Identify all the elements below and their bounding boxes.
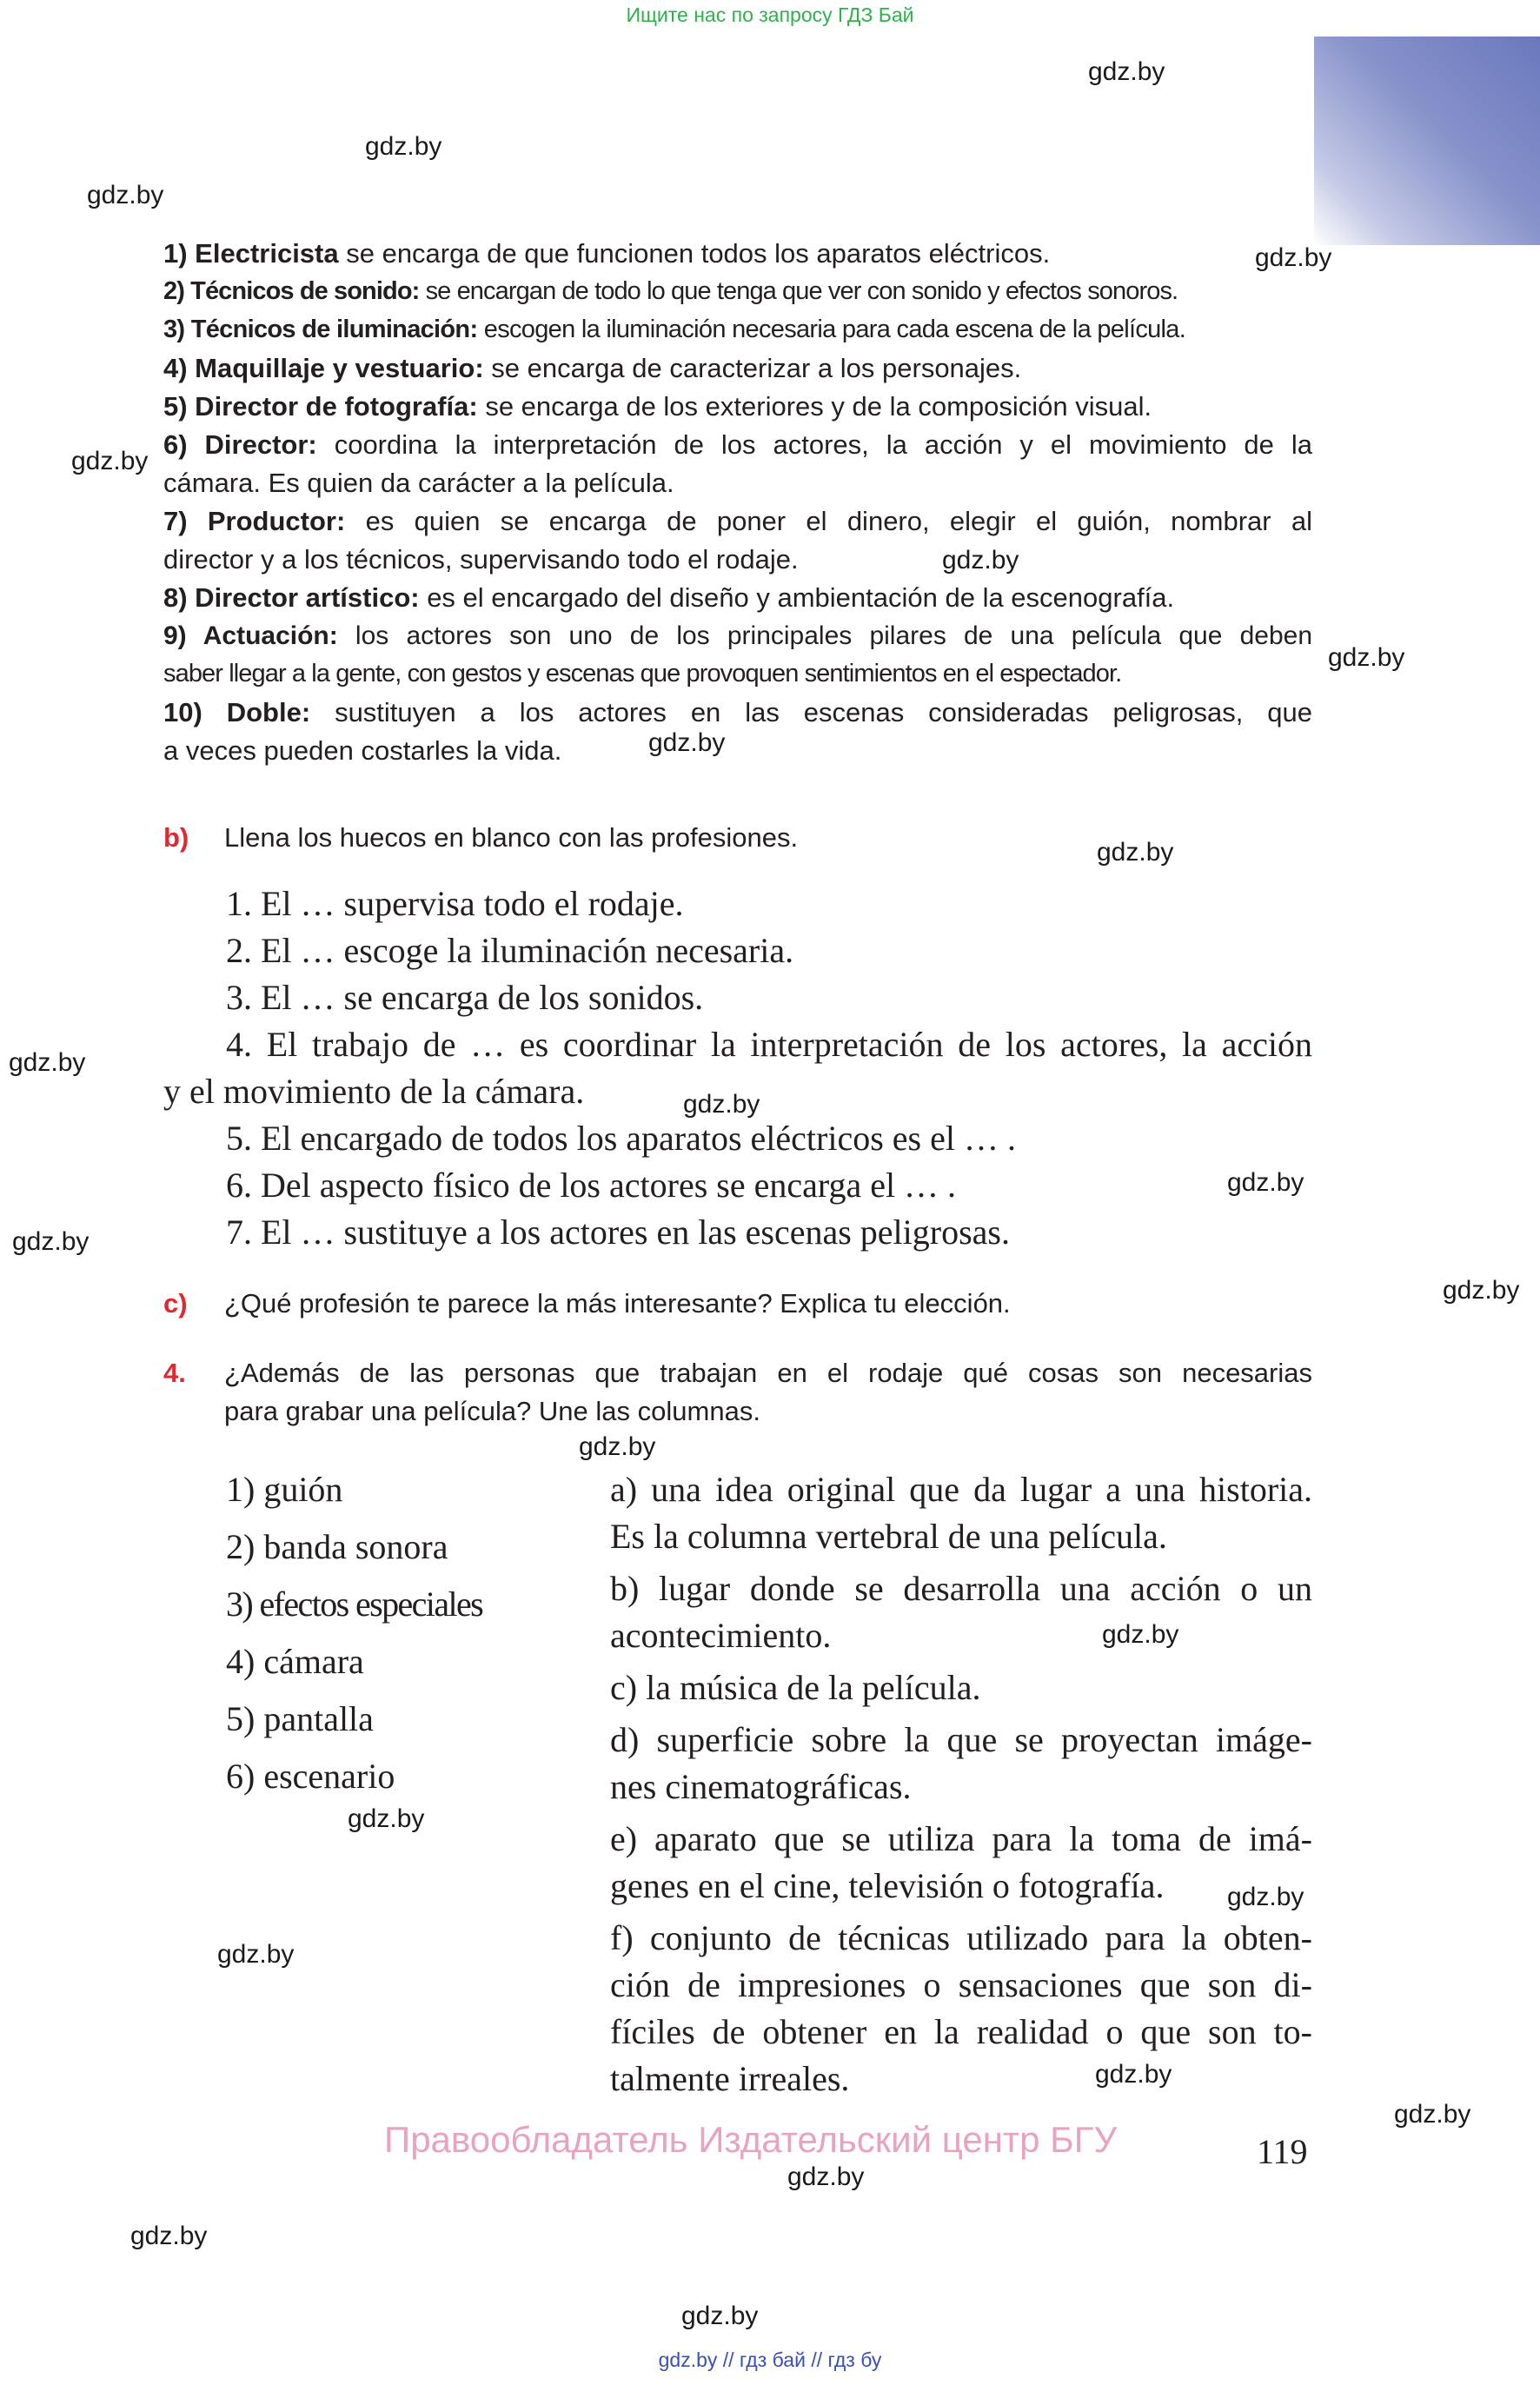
copyright-notice: Правообладатель Издательский центр БГУ	[384, 2119, 1118, 2160]
watermark: gdz.by	[365, 132, 442, 161]
definition-item: 5) Director de fotografía: se encarga de los exteriores y de la composición visual.	[163, 391, 1152, 422]
top-search-note: Ищите нас по запросу ГДЗ Бай	[626, 3, 914, 26]
definition-continuation: director y a los técnicos, supervisando todo el rodaje.	[163, 544, 799, 575]
task-c-instruction: ¿Qué profesión te parece la más interesante? Explica tu elección.	[224, 1288, 1011, 1319]
definition-option: a) una idea original que da lugar a una historia.	[610, 1470, 1312, 1509]
watermark: gdz.by	[217, 1940, 295, 1969]
definition-item: 1) Electricista se encarga de que funcionen todos los aparatos eléctricos.	[163, 238, 1051, 269]
watermark: gdz.by	[1227, 1168, 1304, 1197]
watermark: gdz.by	[1394, 2100, 1471, 2129]
watermark: gdz.by	[648, 728, 726, 757]
definition-option: c) la música de la película.	[610, 1668, 981, 1707]
watermark: gdz.by	[1255, 243, 1332, 272]
task-b-instruction: Llena los huecos en blanco con las profesiones.	[224, 822, 799, 853]
term-item: 1) guión	[226, 1470, 343, 1509]
fill-blank-item: 4. El trabajo de … es coordinar la interpretación de los actores, la acción	[226, 1025, 1312, 1064]
definition-option-continuation: talmente irreales.	[610, 2059, 850, 2098]
definition-option-continuation: fíciles de obtener en la realidad o que son to-	[610, 2012, 1312, 2051]
watermark: gdz.by	[1227, 1883, 1304, 1911]
watermark: gdz.by	[1102, 1620, 1179, 1649]
definition-item: 4) Maquillaje y vestuario: se encarga de caracterizar a los personajes.	[163, 353, 1022, 383]
definition-item: 2) Técnicos de sonido: se encargan de todo lo que tenga que ver con sonido y efectos sonoros.	[163, 277, 1178, 305]
definition-option-continuation: ción de impresiones o sensaciones que son di-	[610, 1965, 1312, 2004]
definition-item: 7) Productor: es quien se encarga de poner el dinero, elegir el guión, nombrar al	[163, 506, 1312, 536]
term-item: 2) banda sonora	[226, 1527, 448, 1566]
term-item: 6) escenario	[226, 1757, 395, 1796]
corner-decoration	[1314, 37, 1540, 245]
definition-item: 10) Doble: sustituyen a los actores en las escenas consideradas peligrosas, que	[163, 697, 1312, 727]
term-item: 3) efectos especiales	[226, 1584, 483, 1624]
fill-blank-item: 3. El … se encarga de los sonidos.	[226, 978, 704, 1017]
definition-continuation: saber llegar a la gente, con gestos y escenas que provoquen sentimientos en el espectador.	[163, 660, 1122, 688]
definition-continuation: a veces pueden costarles la vida.	[163, 735, 562, 766]
definition-option: f) conjunto de técnicas utilizado para la obten-	[610, 1918, 1312, 1957]
watermark: gdz.by	[71, 447, 149, 475]
fill-blank-item: 6. Del aspecto físico de los actores se encarga el … .	[226, 1166, 957, 1205]
definition-item: 9) Actuación: los actores son uno de los principales pilares de una película que deben	[163, 621, 1312, 650]
task-4-label: 4.	[163, 1358, 186, 1388]
watermark: gdz.by	[787, 2162, 865, 2191]
task-c-label: c)	[163, 1288, 188, 1319]
definition-item: 6) Director: coordina la interpretación de los actores, la acción y el movimiento de la	[163, 429, 1312, 460]
fill-blank-item: 5. El encargado de todos los aparatos eléctricos es el … .	[226, 1119, 1016, 1158]
watermark: gdz.by	[683, 1090, 760, 1119]
watermark: gdz.by	[681, 2302, 759, 2330]
page-number: 119	[1257, 2132, 1308, 2171]
definition-option: b) lugar donde se desarrolla una acción o un	[610, 1569, 1312, 1608]
watermark: gdz.by	[12, 1227, 90, 1256]
watermark: gdz.by	[1443, 1276, 1520, 1305]
definition-option-continuation: acontecimiento.	[610, 1616, 832, 1655]
watermark: gdz.by	[348, 1804, 425, 1833]
definition-option: d) superficie sobre la que se proyectan imáge-	[610, 1720, 1312, 1759]
definition-option-continuation: genes en el cine, televisión o fotografía.	[610, 1866, 1165, 1905]
watermark: gdz.by	[1328, 643, 1405, 672]
definition-continuation: cámara. Es quien da carácter a la película.	[163, 468, 674, 498]
task-4-instruction: ¿Además de las personas que trabajan en el rodaje qué cosas son necesarias	[224, 1358, 1312, 1388]
footer-links: gdz.by // гдз бай // гдз бу	[658, 2348, 882, 2371]
watermark: gdz.by	[1088, 57, 1165, 86]
watermark: gdz.by	[9, 1048, 86, 1077]
definition-option-continuation: Es la columna vertebral de una película.	[610, 1517, 1167, 1556]
fill-blank-continuation: y el movimiento de la cámara.	[163, 1072, 585, 1111]
task-b-label: b)	[163, 822, 189, 853]
term-item: 5) pantalla	[226, 1699, 374, 1738]
fill-blank-item: 7. El … sustituye a los actores en las escenas peligrosas.	[226, 1212, 1010, 1252]
task-4-instruction-continued: para grabar una película? Une las columnas.	[224, 1396, 760, 1426]
definition-item: 8) Director artístico: es el encargado del diseño y ambientación de la escenografía.	[163, 582, 1175, 613]
watermark: gdz.by	[87, 181, 164, 209]
watermark: gdz.by	[1097, 838, 1174, 867]
watermark: gdz.by	[1095, 2060, 1172, 2089]
watermark: gdz.by	[942, 546, 1019, 575]
fill-blank-item: 2. El … escoge la iluminación necesaria.	[226, 931, 794, 970]
watermark: gdz.by	[579, 1432, 656, 1461]
term-item: 4) cámara	[226, 1642, 364, 1681]
definition-option: e) aparato que se utiliza para la toma de imá-	[610, 1819, 1312, 1858]
watermark: gdz.by	[130, 2222, 208, 2250]
definition-item: 3) Técnicos de iluminación: escogen la iluminación necesaria para cada escena de la película.	[163, 316, 1186, 343]
fill-blank-item: 1. El … supervisa todo el rodaje.	[226, 884, 684, 923]
definition-option-continuation: nes cinematográficas.	[610, 1767, 912, 1806]
